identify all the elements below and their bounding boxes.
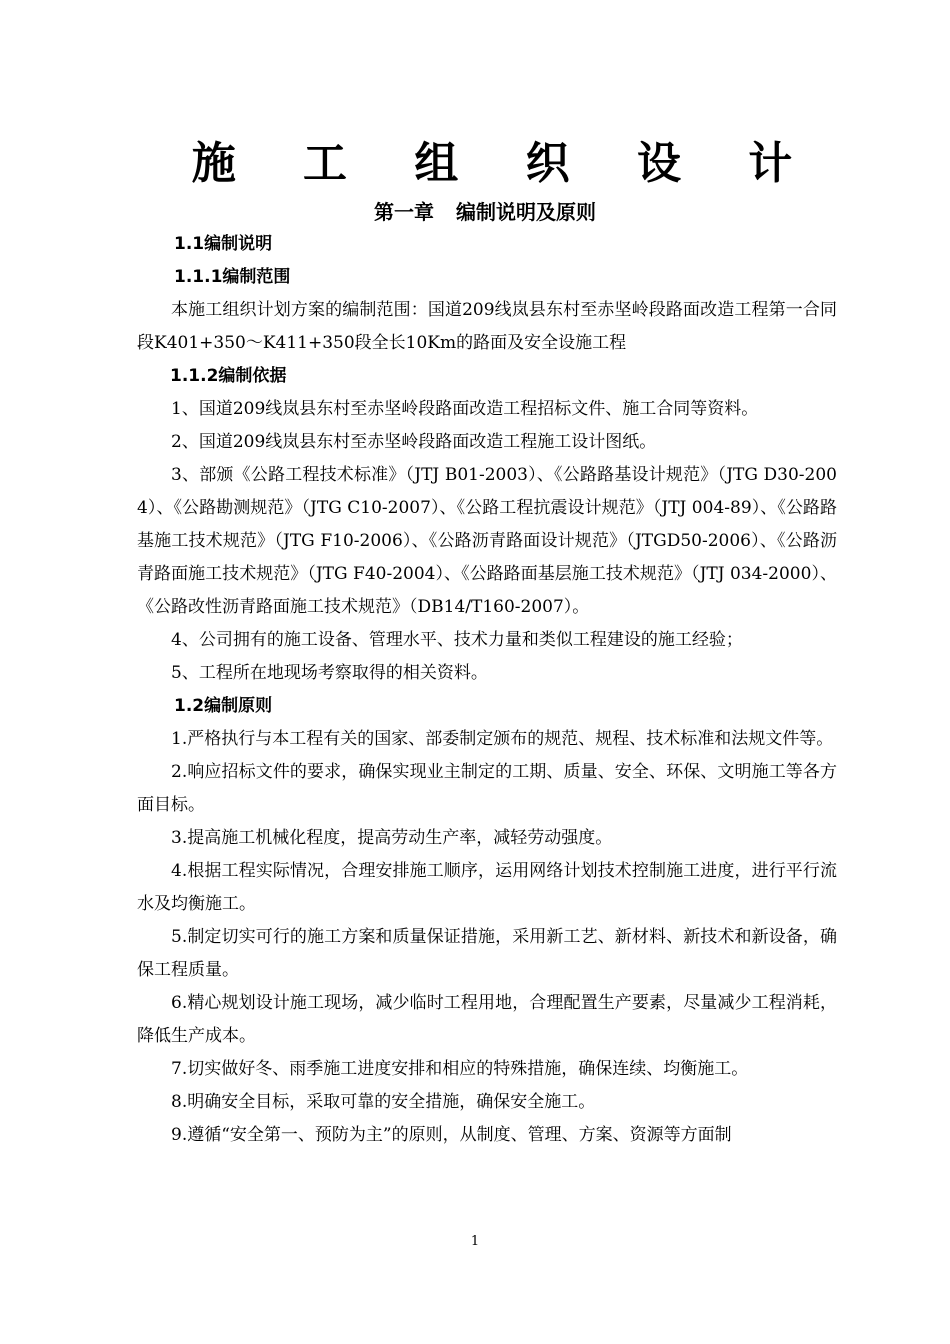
section-heading-1-1: 1.1编制说明 (174, 234, 273, 254)
chapter-heading (0, 198, 950, 226)
principle-item-2: 2.响应招标文件的要求，确保实现业主制定的工期、质量、安全、环保、文明施工等各方面目标。 (137, 762, 837, 815)
page-number: 1 (470, 1234, 480, 1249)
chapter-number: 第一章 (374, 200, 434, 224)
principle-item-5: 5.制定切实可行的施工方案和质量保证措施，采用新工艺、新材料、新技术和新设备，确保工程质量。 (137, 927, 837, 980)
basis-item-1: 1、国道209线岚县东村至赤坚岭段路面改造工程招标文件、施工合同等资料。 (171, 399, 759, 419)
scope-paragraph: 本施工组织计划方案的编制范围：国道209线岚县东村至赤坚岭段路面改造工程第一合同段K401+350～K411+350段全长10Km的路面及安全设施工程 (137, 300, 837, 353)
principle-item-3: 3.提高施工机械化程度，提高劳动生产率，减轻劳动强度。 (171, 828, 613, 848)
basis-item-2: 2、国道209线岚县东村至赤坚岭段路面改造工程施工设计图纸。 (171, 432, 657, 452)
principle-item-9: 9.遵循“安全第一、预防为主”的原则，从制度、管理、方案、资源等方面制 (171, 1125, 732, 1145)
basis-item-5: 5、工程所在地现场考察取得的相关资料。 (171, 663, 488, 683)
chapter-name: 编制说明及原则 (456, 200, 596, 224)
section-heading-1-1-1: 1.1.1编制范围 (174, 267, 291, 287)
document-title: 施 工 组 织 设 计 (191, 138, 819, 189)
principle-item-6: 6.精心规划设计施工现场，减少临时工程用地，合理配置生产要素，尽量减少工程消耗，降低生产成本。 (137, 993, 837, 1046)
basis-item-3: 3、部颁《公路工程技术标准》（JTJ B01-2003）、《公路路基设计规范》（JTG D30-2004）、《公路勘测规范》（JTG C10-2007）、《公路工程抗震设计规范》（JTJ 004-89）、《公路路基施工技术规范》（JTG F10-2006）、《公路沥青路面设计规范》（JTGD50-2006）、《公路沥青路面施工技术规范》（JTG F40-2004）、《公路路面基层施工技术规范》（JTJ 034-2000）、《公路改性沥青路面施工技术规范》（DB14/T160-2007）。 (137, 465, 837, 617)
section-heading-1-2: 1.2编制原则 (174, 696, 273, 716)
principle-item-4: 4.根据工程实际情况，合理安排施工顺序，运用网络计划技术控制施工进度，进行平行流水及均衡施工。 (137, 861, 837, 914)
principle-item-1: 1.严格执行与本工程有关的国家、部委制定颁布的规范、规程、技术标准和法规文件等。 (171, 729, 834, 749)
basis-item-4: 4、公司拥有的施工设备、管理水平、技术力量和类似工程建设的施工经验； (171, 630, 743, 650)
principle-item-8: 8.明确安全目标，采取可靠的安全措施，确保安全施工。 (171, 1092, 596, 1112)
document-body (137, 228, 837, 1152)
principle-item-7: 7.切实做好冬、雨季施工进度安排和相应的特殊措施，确保连续、均衡施工。 (171, 1059, 749, 1079)
section-heading-1-1-2: 1.1.2编制依据 (170, 366, 287, 386)
